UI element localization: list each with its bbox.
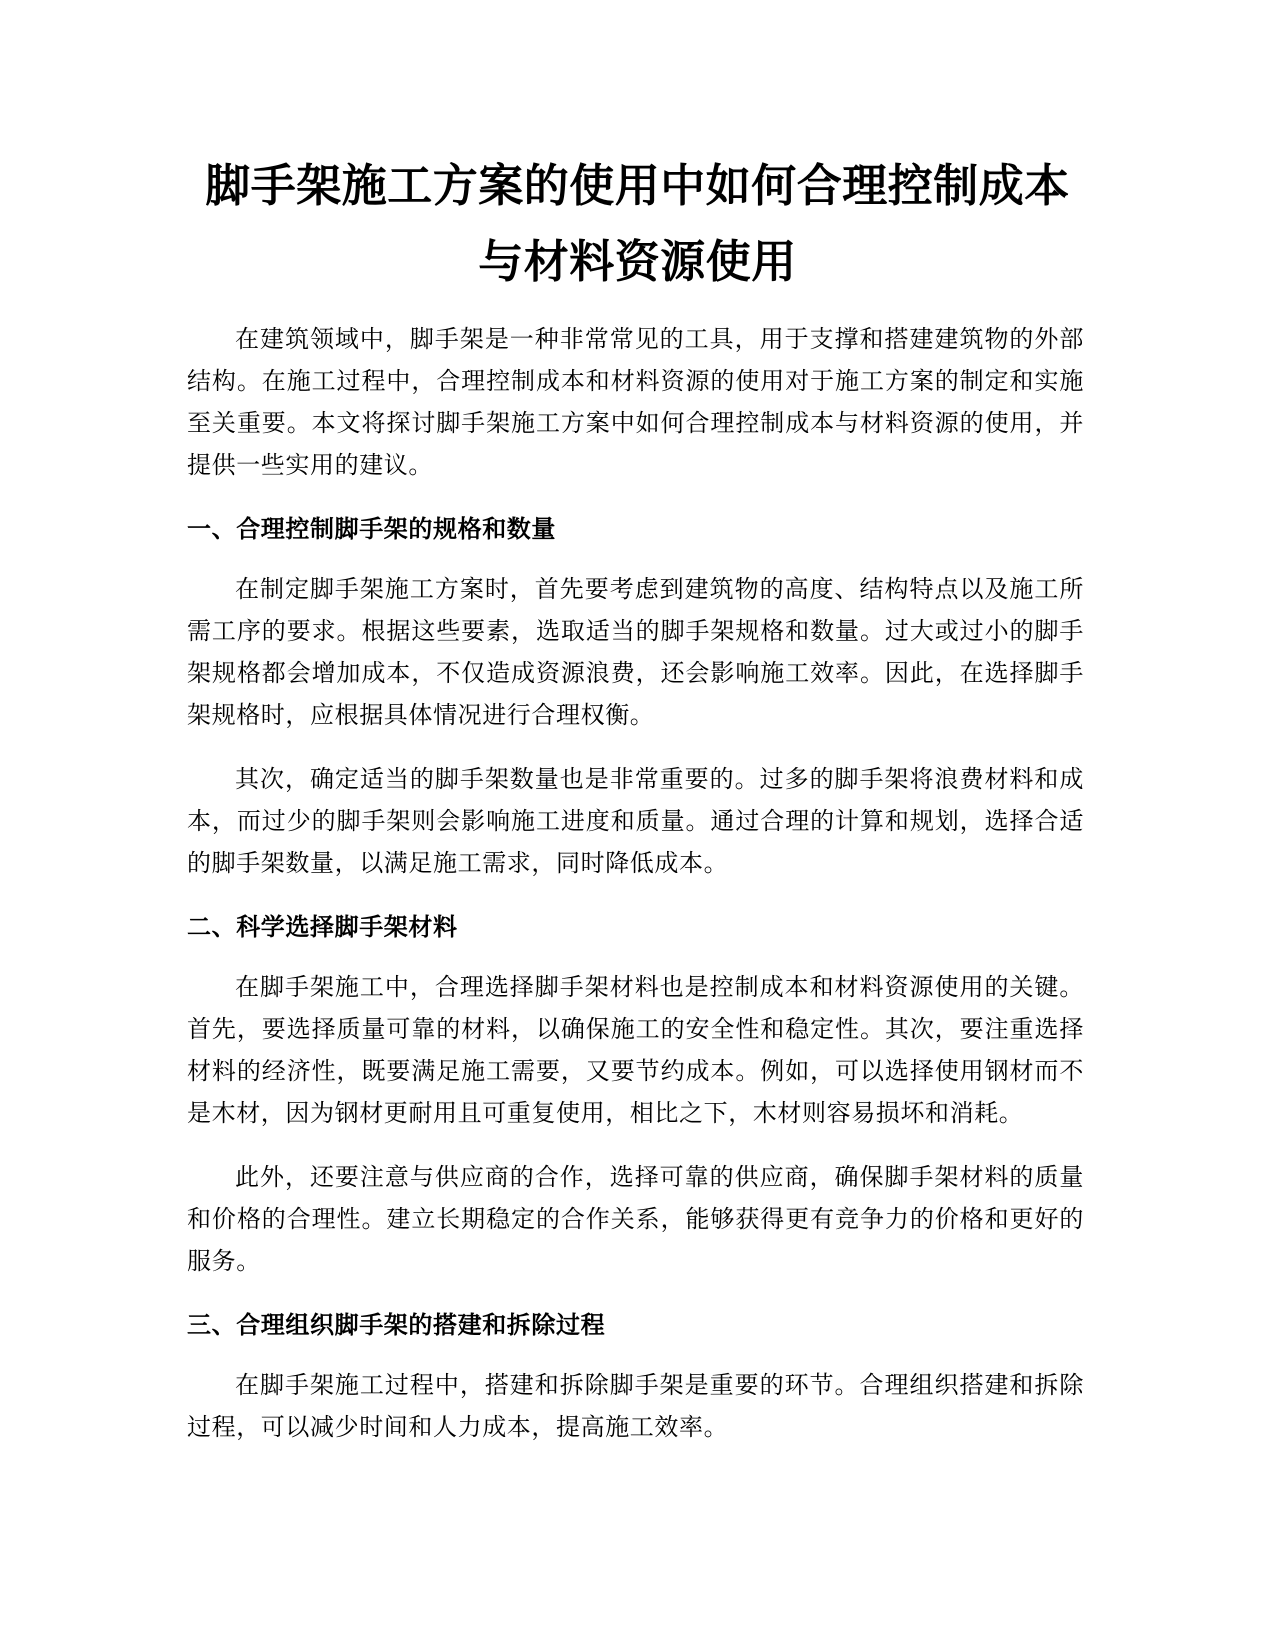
document-body — [187, 318, 1084, 1470]
section-paragraph: 在制定脚手架施工方案时，首先要考虑到建筑物的高度、结构特点以及施工所需工序的要求。根据这些要素，选取适当的脚手架规格和数量。过大或过小的脚手架规格都会增加成本，不仅造成资源浪费，还会影响施工效率。因此，在选择脚手架规格时，应根据具体情况进行合理权衡。 — [187, 575, 1084, 729]
section-paragraph: 其次，确定适当的脚手架数量也是非常重要的。过多的脚手架将浪费材料和成本，而过少的脚手架则会影响施工进度和质量。通过合理的计算和规划，选择合适的脚手架数量，以满足施工需求，同时降低成本。 — [187, 765, 1084, 877]
section-heading: 二、科学选择脚手架材料 — [187, 913, 458, 941]
section-heading: 一、合理控制脚手架的规格和数量 — [187, 515, 556, 543]
document-title — [150, 148, 1125, 300]
title-line-2: 与材料资源使用 — [478, 235, 797, 288]
section-2 — [187, 906, 1084, 1282]
section-heading: 三、合理组织脚手架的搭建和拆除过程 — [187, 1311, 606, 1339]
title-line-1: 脚手架施工方案的使用中如何合理控制成本 — [205, 159, 1070, 212]
section-paragraph: 在脚手架施工过程中，搭建和拆除脚手架是重要的环节。合理组织搭建和拆除过程，可以减少时间和人力成本，提高施工效率。 — [187, 1371, 1084, 1441]
section-3 — [187, 1304, 1084, 1448]
section-paragraph: 此外，还要注意与供应商的合作，选择可靠的供应商，确保脚手架材料的质量和价格的合理性。建立长期稳定的合作关系，能够获得更有竞争力的价格和更好的服务。 — [187, 1163, 1084, 1275]
intro-paragraph: 在建筑领域中，脚手架是一种非常常见的工具，用于支撑和搭建建筑物的外部结构。在施工过程中，合理控制成本和材料资源的使用对于施工方案的制定和实施至关重要。本文将探讨脚手架施工方案中如何合理控制成本与材料资源的使用，并提供一些实用的建议。 — [187, 325, 1084, 479]
section-1 — [187, 508, 1084, 884]
section-paragraph: 在脚手架施工中，合理选择脚手架材料也是控制成本和材料资源使用的关键。首先，要选择质量可靠的材料，以确保施工的安全性和稳定性。其次，要注重选择材料的经济性，既要满足施工需要，又要节约成本。例如，可以选择使用钢材而不是木材，因为钢材更耐用且可重复使用，相比之下，木材则容易损坏和消耗。 — [187, 973, 1084, 1127]
